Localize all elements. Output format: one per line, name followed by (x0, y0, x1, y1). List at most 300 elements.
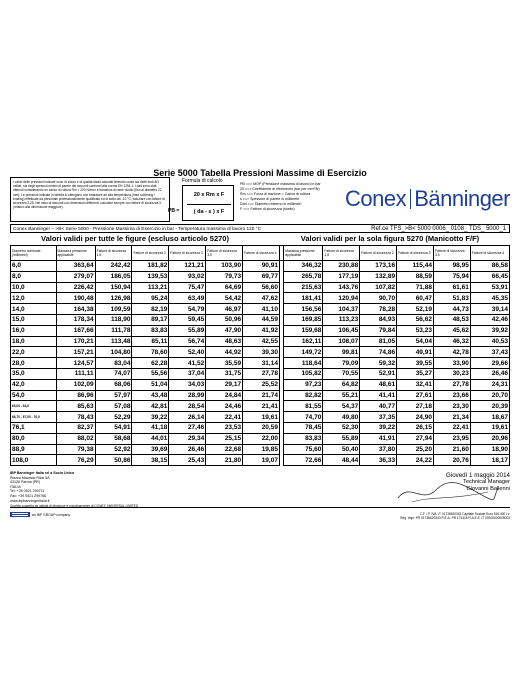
pressure-cell: 29,17 (206, 379, 243, 390)
pressure-cell: 55,21 (323, 390, 360, 401)
pressure-cell: 39,55 (397, 358, 434, 369)
legend-line: PB ==> MOP (Pressione massima di lavoro) in bar (240, 182, 321, 186)
pressure-cell: 21,34 (433, 412, 470, 423)
pressure-cell: 226,42 (56, 282, 95, 293)
table-row (11, 271, 510, 282)
column-header: Fattore di sicurezza 3 (169, 246, 206, 261)
pressure-cell: 105,82 (284, 368, 323, 379)
pressure-cell: 242,42 (95, 261, 132, 272)
pressure-cell: 57,97 (95, 390, 132, 401)
group-note (10, 512, 70, 517)
pressure-cell: 50,96 (206, 314, 243, 325)
pressure-cell: 79,09 (323, 358, 360, 369)
pressure-cell: 76,29 (56, 455, 95, 466)
pressure-cell: 20,59 (243, 422, 280, 433)
formula-numerator: 20 x Rm x F (193, 192, 225, 198)
pressure-cell: 40,77 (360, 401, 397, 412)
pressure-cell: 150,94 (95, 282, 132, 293)
pressure-cell: 86,96 (56, 390, 95, 401)
pressure-cell: 30,23 (433, 368, 470, 379)
pressure-cell: 346,32 (284, 261, 323, 272)
pressure-cell: 55,89 (323, 433, 360, 444)
formula-legend (240, 182, 340, 212)
pressure-cell: 54,04 (397, 336, 434, 347)
pressure-cell: 23,53 (206, 422, 243, 433)
pressure-cell: 173,16 (360, 261, 397, 272)
formula-label: Formula di calcolo (182, 178, 223, 184)
pressure-cell: 44,92 (206, 347, 243, 358)
company-info (10, 471, 250, 509)
pressure-cell: 90,91 (243, 261, 280, 272)
pressure-cell: 45,35 (470, 293, 509, 304)
table-row (11, 422, 510, 433)
pressure-cell: 85,11 (132, 336, 169, 347)
pressure-cell: 103,90 (206, 261, 243, 272)
pressure-cell: 157,21 (56, 347, 95, 358)
column-header: Fattore di sicurezza 2 (360, 246, 397, 261)
pressure-cell: 31,14 (243, 358, 280, 369)
pressure-cell: 25,43 (169, 455, 206, 466)
pressure-cell: 85,63 (56, 401, 95, 412)
pressure-cell: 89,17 (132, 314, 169, 325)
pressure-cell: 78,45 (284, 422, 323, 433)
pressure-cell: 55,56 (132, 368, 169, 379)
diameter-cell: 10,0 (11, 282, 57, 293)
pressure-cell: 26,14 (169, 412, 206, 423)
company-line: ITALIA (10, 484, 21, 489)
pressure-cell: 39,92 (470, 325, 509, 336)
legend-line: 20 ==> Coefficiente di riferimento (bar per mm²/N) (240, 187, 320, 191)
table-row (11, 358, 510, 369)
pressure-cell: 52,40 (169, 347, 206, 358)
pressure-cell: 24,90 (397, 412, 434, 423)
pressure-cell: 32,41 (397, 379, 434, 390)
table-row (11, 314, 510, 325)
pressure-cell: 39,14 (470, 304, 509, 315)
pressure-cell: 19,07 (243, 455, 280, 466)
pressure-cell: 70,55 (323, 368, 360, 379)
pressure-cell: 169,85 (284, 314, 323, 325)
pressure-cell: 28,54 (169, 401, 206, 412)
pressure-cell: 19,61 (470, 422, 509, 433)
pressure-cell: 126,98 (95, 293, 132, 304)
pressure-cell: 27,78 (433, 379, 470, 390)
pressure-cell: 82,37 (56, 422, 95, 433)
pressure-cell: 48,53 (433, 314, 470, 325)
pressure-cell: 75,60 (284, 444, 323, 455)
pressure-cell: 42,46 (470, 314, 509, 325)
pressure-cell: 58,68 (95, 433, 132, 444)
pressure-cell: 48,44 (323, 455, 360, 466)
pressure-cell: 26,46 (169, 444, 206, 455)
diameter-cell: 76,1 (11, 422, 57, 433)
signature-name: Giovanni Ballenni (466, 486, 510, 492)
pressure-cell: 83,83 (132, 325, 169, 336)
column-header: Fattore di sicurezza 1,5 (95, 246, 132, 261)
pressure-cell: 38,15 (132, 455, 169, 466)
company-line: 43126 Parma (PR) (10, 480, 40, 485)
table-row (11, 304, 510, 315)
formula-box (182, 185, 234, 221)
legend-line: Rm ==> Forza di trazione = Carico di rottura (240, 192, 311, 196)
signature-block (380, 472, 510, 493)
pressure-cell: 88,02 (56, 433, 95, 444)
pressure-cell: 37,04 (169, 368, 206, 379)
pressure-cell: 18,67 (470, 412, 509, 423)
legend-line: s ==> Spessore di parete in millimetri (240, 197, 300, 201)
pressure-cell: 52,30 (323, 422, 360, 433)
pressure-cell: 83,83 (284, 433, 323, 444)
pressure-cell: 41,52 (169, 358, 206, 369)
diameter-cell: 6,0 (11, 261, 57, 272)
pressure-cell: 177,19 (323, 271, 360, 282)
pressure-cell: 21,80 (206, 455, 243, 466)
conex-banninger-logo (345, 179, 510, 219)
pressure-cell: 75,47 (169, 282, 206, 293)
pressure-cell: 20,39 (470, 401, 509, 412)
pressure-cell: 93,02 (169, 271, 206, 282)
pressure-cell: 190,48 (56, 293, 95, 304)
pressure-cell: 68,06 (95, 379, 132, 390)
pressure-cell: 61,61 (433, 282, 470, 293)
diameter-cell: 14,0 (11, 304, 57, 315)
pressure-cell: 27,18 (397, 401, 434, 412)
column-header: Fattore di sicurezza 3 (397, 246, 434, 261)
legal-info (290, 512, 510, 521)
pressure-cell: 25,52 (243, 379, 280, 390)
pressure-cell: 59,45 (169, 314, 206, 325)
pressure-cell: 84,93 (360, 314, 397, 325)
pressure-cell: 49,91 (397, 347, 434, 358)
table-header-row (11, 246, 510, 261)
pressure-cell: 109,59 (95, 304, 132, 315)
pressure-cell: 41,10 (243, 304, 280, 315)
pressure-cell: 83,04 (95, 358, 132, 369)
diameter-cell: 15,0 (11, 314, 57, 325)
diameter-cell: 88,9 (11, 444, 57, 455)
pressure-cell: 82,82 (284, 390, 323, 401)
pressure-cell: 167,66 (56, 325, 95, 336)
pressure-cell: 82,19 (132, 304, 169, 315)
pressure-cell: 48,63 (206, 336, 243, 347)
pressure-cell: 37,43 (470, 347, 509, 358)
pressure-cell: 78,60 (132, 347, 169, 358)
pressure-cell: 19,85 (243, 444, 280, 455)
pressure-cell: 50,40 (323, 444, 360, 455)
pressure-cell: 54,37 (323, 401, 360, 412)
pressure-cell: 139,53 (132, 271, 169, 282)
pressure-cell: 95,24 (132, 293, 169, 304)
pressure-cell: 23,66 (433, 390, 470, 401)
signature-date: Giovedì 1 maggio 2014 (446, 472, 510, 479)
pressure-cell: 46,97 (206, 304, 243, 315)
pressure-cell: 143,76 (323, 282, 360, 293)
intro-block (10, 177, 510, 222)
column-header: Diametro nominale (millimetri) (11, 246, 57, 261)
table-row (11, 401, 510, 412)
pressure-cell: 28,99 (169, 390, 206, 401)
diameter-cell: 63,00 - 64,0 (11, 401, 57, 412)
pressure-cell: 181,41 (284, 293, 323, 304)
pressure-cell: 20,96 (470, 433, 509, 444)
table-row (11, 433, 510, 444)
pressure-cell: 104,37 (323, 304, 360, 315)
pressure-cell: 78,28 (360, 304, 397, 315)
pressure-cell: 132,89 (360, 271, 397, 282)
column-header: Fattore di sicurezza 3,5 (206, 246, 243, 261)
pressure-cell: 149,72 (284, 347, 323, 358)
column-header: Fattore di sicurezza 2 (132, 246, 169, 261)
pressure-cell: 52,19 (397, 304, 434, 315)
logo-right: Bänninger (414, 186, 510, 211)
pressure-cell: 39,22 (132, 412, 169, 423)
table-row (11, 325, 510, 336)
pressure-cell: 34,03 (169, 379, 206, 390)
pressure-cell: 44,01 (132, 433, 169, 444)
company-line: Piazza Mauricio Rizzi 5A (10, 475, 50, 480)
pressure-cell: 24,22 (397, 455, 434, 466)
pressure-cell: 22,41 (206, 412, 243, 423)
pressure-cell: 39,30 (243, 347, 280, 358)
pressure-cell: 21,60 (433, 444, 470, 455)
pressure-cell: 50,86 (95, 455, 132, 466)
pressure-cell: 63,49 (169, 293, 206, 304)
pressure-cell: 79,38 (56, 444, 95, 455)
table-row (11, 390, 510, 401)
pressure-cell: 25,20 (397, 444, 434, 455)
pressure-cell: 106,45 (323, 325, 360, 336)
pressure-cell: 64,82 (323, 379, 360, 390)
formula-pb-text: PB (168, 208, 175, 214)
pressure-cell: 43,48 (132, 390, 169, 401)
pressure-cell: 27,61 (397, 390, 434, 401)
pressure-cell: 113,21 (132, 282, 169, 293)
pressure-table (10, 245, 510, 466)
pressure-cell: 113,23 (323, 314, 360, 325)
table-row (11, 455, 510, 466)
pressure-cell: 53,91 (470, 282, 509, 293)
company-line: Fax: +39 0521 299766 (10, 493, 47, 498)
pressure-cell: 69,77 (243, 271, 280, 282)
pressure-cell: 186,05 (95, 271, 132, 282)
pressure-cell: 56,74 (169, 336, 206, 347)
pressure-cell: 113,48 (95, 336, 132, 347)
pressure-cell: 47,90 (206, 325, 243, 336)
pressure-cell: 120,94 (323, 293, 360, 304)
pressure-cell: 54,91 (95, 422, 132, 433)
pressure-cell: 49,80 (323, 412, 360, 423)
pressure-cell: 56,60 (243, 282, 280, 293)
formula-fraction-line (187, 204, 231, 205)
pressure-cell: 41,18 (132, 422, 169, 433)
pressure-cell: 74,70 (284, 412, 323, 423)
diameter-cell: 8,0 (11, 271, 57, 282)
pressure-cell: 44,73 (433, 304, 470, 315)
pressure-cell: 29,66 (470, 358, 509, 369)
pressure-cell: 99,81 (323, 347, 360, 358)
pressure-cell: 265,78 (284, 271, 323, 282)
pressure-cell: 88,59 (397, 271, 434, 282)
pressure-cell: 74,86 (360, 347, 397, 358)
pressure-cell: 26,46 (470, 368, 509, 379)
reference-row (10, 224, 510, 233)
pressure-cell: 23,30 (433, 401, 470, 412)
pressure-cell: 20,70 (470, 390, 509, 401)
company-name: IBP Banninger Italia srl a Socio Unico (10, 471, 75, 475)
table-row (11, 282, 510, 293)
pressure-cell: 41,41 (360, 390, 397, 401)
pressure-cell: 121,21 (169, 261, 206, 272)
formula-eq: = (176, 208, 180, 214)
pressure-cell: 363,64 (56, 261, 95, 272)
pressure-cell: 51,04 (132, 379, 169, 390)
pressure-cell: 24,46 (206, 401, 243, 412)
pressure-cell: 41,92 (243, 325, 280, 336)
column-header: Fattore di sicurezza 4 (470, 246, 509, 261)
reference-description: Conex Banninger – >B< Serie 5000 - Pressione Massima di Esercizio in bar - Temperatura massima di lavoro 120 °C (13, 226, 262, 232)
column-header: Fattore di sicurezza 3,5 (433, 246, 470, 261)
diameter-cell: 18,0 (11, 336, 57, 347)
pressure-cell: 79,73 (206, 271, 243, 282)
legal-line: Reg. Impr. PR 01738620343 R.E.A. PR 174318 R.A.E.E. IT 09100000005003 (400, 516, 510, 521)
pressure-cell: 27,94 (397, 433, 434, 444)
pressure-cell: 24,31 (470, 379, 509, 390)
pressure-cell: 57,08 (95, 401, 132, 412)
company-website: www.ibpbanningeritalia.it (10, 498, 50, 503)
pressure-cell: 111,11 (56, 368, 95, 379)
pressure-cell: 19,61 (243, 412, 280, 423)
pressure-cell: 162,11 (284, 336, 323, 347)
footer-divider (10, 507, 510, 508)
pressure-cell: 215,63 (284, 282, 323, 293)
pressure-cell: 36,33 (360, 455, 397, 466)
pressure-cell: 178,34 (56, 314, 95, 325)
pressure-cell: 108,07 (323, 336, 360, 347)
diameter-cell: 35,0 (11, 368, 57, 379)
pressure-cell: 118,64 (284, 358, 323, 369)
pressure-cell: 18,17 (470, 455, 509, 466)
pressure-cell: 22,00 (243, 433, 280, 444)
intro-text: I valori delle pressioni indicate sono di sicuro e di qualità ideali calcolati tenendo conto sia delle fonti AD valide, sia degli spessori minimi di parete dei raccordi conformi alla norma EN 1254-1, i dati sono stati ottenuti considerando un carico di rottura Rm = 200 N/mm² e tubazioni di rame ricotto (fino al diametro 22 mm). Le pressioni indicate in tabella si ottengono con brasature ad alta temperatura (hard soldering / brazing) effettuate da personale professionalmente qualificato ed di sotto dei -10 °C; calcolare con fattore di sicurezza 2,25. Nel caso di raccordi con dimensioni differenti, calcolare sempre con fattore di sicurezza 3 (relativo alla dimensione maggiore). (10, 177, 170, 222)
diameter-cell: 12,0 (11, 293, 57, 304)
pressure-cell: 98,95 (433, 261, 470, 272)
pressure-cell: 22,41 (433, 422, 470, 433)
column-header: Fattore di sicurezza 1,5 (323, 246, 360, 261)
pressure-cell: 44,59 (243, 314, 280, 325)
ibp-group-logo-icon (10, 512, 30, 517)
pressure-cell: 54,42 (206, 293, 243, 304)
pressure-cell: 25,15 (206, 433, 243, 444)
formula-denominator: ( da - s ) x F (193, 209, 225, 215)
pressure-cell: 118,90 (95, 314, 132, 325)
pressure-cell: 20,76 (433, 455, 470, 466)
pressure-cell: 33,90 (433, 358, 470, 369)
pressure-cell: 111,78 (95, 325, 132, 336)
pressure-cell: 31,75 (206, 368, 243, 379)
column-header: Fattore di sicurezza 4 (243, 246, 280, 261)
pressure-cell: 47,62 (243, 293, 280, 304)
pressure-cell: 21,41 (243, 401, 280, 412)
pressure-cell: 39,22 (360, 422, 397, 433)
pressure-cell: 23,95 (433, 433, 470, 444)
diameter-cell: 66,70 - 67,00 - 70,0 (11, 412, 57, 423)
pressure-cell: 279,07 (56, 271, 95, 282)
pressure-cell: 18,90 (470, 444, 509, 455)
pressure-cell: 42,55 (243, 336, 280, 347)
pressure-cell: 104,80 (95, 347, 132, 358)
pressure-cell: 29,34 (169, 433, 206, 444)
table-row (11, 261, 510, 272)
diameter-cell: 16,0 (11, 325, 57, 336)
pressure-cell: 74,07 (95, 368, 132, 379)
pressure-cell: 115,44 (397, 261, 434, 272)
pressure-cell: 81,55 (284, 401, 323, 412)
diameter-cell: 54,0 (11, 390, 57, 401)
pressure-cell: 53,23 (397, 325, 434, 336)
pressure-cell: 71,88 (397, 282, 434, 293)
pressure-cell: 27,78 (243, 368, 280, 379)
pressure-cell: 230,88 (323, 261, 360, 272)
pressure-cell: 40,53 (470, 336, 509, 347)
pressure-cell: 52,91 (360, 368, 397, 379)
legend-line: Dad ==> Diametro esterno in millimetri (240, 202, 302, 206)
reference-code: Ref.ce TFS_>B< 5000 0006_ 0108_ TDS_ 5000_1 (371, 226, 506, 232)
pressure-cell: 37,80 (360, 444, 397, 455)
pressure-cell: 52,29 (95, 412, 132, 423)
diameter-cell: 22,0 (11, 347, 57, 358)
table-row (11, 336, 510, 347)
pressure-cell: 60,47 (397, 293, 434, 304)
diameter-cell: 108,0 (11, 455, 57, 466)
section-headings (10, 234, 510, 245)
pressure-cell: 86,58 (470, 261, 509, 272)
pressure-cell: 22,68 (206, 444, 243, 455)
pressure-cell: 62,28 (132, 358, 169, 369)
pressure-cell: 107,82 (360, 282, 397, 293)
signature-role: Technical Manager (463, 479, 510, 485)
pressure-cell: 39,69 (132, 444, 169, 455)
pressure-cell: 66,45 (470, 271, 509, 282)
table-row (11, 444, 510, 455)
column-header: Massima pressione applicabile (284, 246, 323, 261)
pressure-cell: 59,32 (360, 358, 397, 369)
pressure-cell: 52,92 (95, 444, 132, 455)
table-row (11, 368, 510, 379)
legend-line: F ==> Fattore di sicurezza (scelto) (240, 207, 295, 211)
column-header: Massima pressione applicabile (56, 246, 95, 261)
pressure-cell: 42,81 (132, 401, 169, 412)
pressure-cell: 156,56 (284, 304, 323, 315)
pressure-cell: 64,69 (206, 282, 243, 293)
pressure-cell: 124,57 (56, 358, 95, 369)
table-row (11, 347, 510, 358)
pressure-cell: 35,59 (206, 358, 243, 369)
table-body (11, 261, 510, 466)
pressure-cell: 170,21 (56, 336, 95, 347)
pressure-cell: 102,09 (56, 379, 95, 390)
pressure-cell: 81,05 (360, 336, 397, 347)
diameter-cell: 80,0 (11, 433, 57, 444)
diameter-cell: 28,0 (11, 358, 57, 369)
heading-all-figures: Valori validi per tutte le figure (escluso articolo 5270) (41, 234, 229, 243)
pressure-cell: 35,27 (397, 368, 434, 379)
pressure-cell: 21,74 (243, 390, 280, 401)
pressure-cell: 79,84 (360, 325, 397, 336)
pressure-cell: 42,78 (433, 347, 470, 358)
table-row (11, 379, 510, 390)
formula-pb (168, 208, 179, 214)
pressure-cell: 56,62 (397, 314, 434, 325)
